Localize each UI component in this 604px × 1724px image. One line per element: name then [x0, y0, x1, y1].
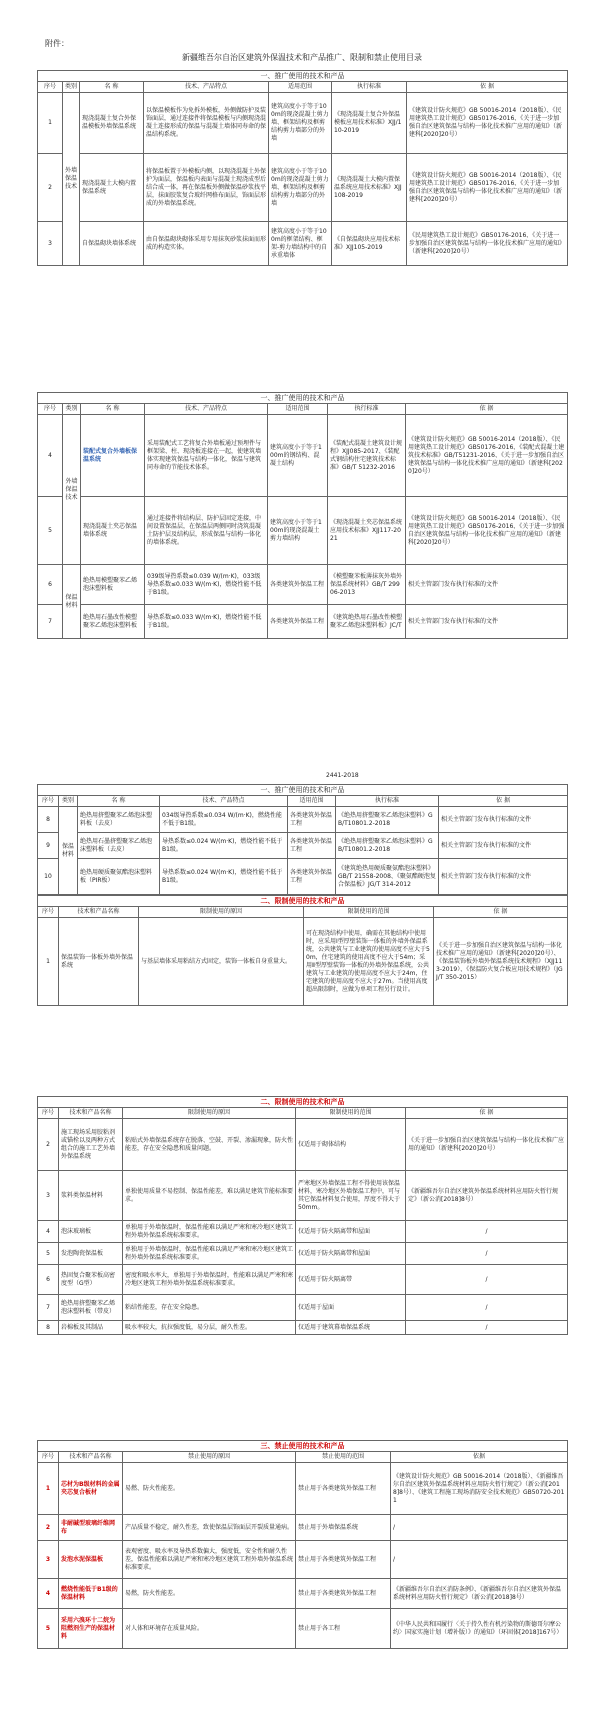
restrict-reason: 单独使用质量不易控制、保温性能差，难以满足建筑节能标准要求。: [123, 1171, 296, 1221]
forbid-reason: 易燃、防火性能差。: [123, 1463, 296, 1515]
product-name: 泡沫玻璃板: [59, 1221, 123, 1243]
basis: 相关主管部门发布执行标准的文件: [406, 605, 568, 639]
product-feature: 通过连接件将结构层、防护层固定连接，中间设置保温层，在保温层两侧同时浇筑混凝土防护层及结构层，形成保温与结构一体化的墙体系统。: [145, 497, 268, 565]
basis: 《关于进一步加强自治区建筑保温与结构一体化技术推广应用的通知》（新建科[2020]20号）、《保温装饰板外墙外保温系统技术规程》（XJJ113-2019）、《保温防火复合板应用技术规程》（JGJ/T 350-2015）: [434, 918, 568, 1006]
table-row: [38, 605, 568, 639]
product-name: 绝热用挤塑聚苯乙烯泡沫塑料板（去皮）: [78, 807, 160, 833]
row-number: 1: [38, 1463, 59, 1515]
promote-table-part2: [37, 392, 567, 639]
col-header: 序号: [38, 1452, 59, 1463]
col-header: 适用范围: [288, 796, 336, 807]
product-name: 发泡水泥保温板: [59, 1541, 123, 1579]
basis: 相关主管部门发布执行标准的文件: [439, 859, 568, 895]
table-row: [38, 1171, 568, 1221]
category-cell: 保温材料: [63, 565, 81, 639]
product-name: 保温装饰一体板外墙外保温系统: [59, 918, 139, 1006]
col-header: 依 据: [406, 1108, 568, 1119]
forbid-scope: 禁止用于各类建筑外保温工程: [296, 1463, 391, 1515]
col-header: 限制使用的原因: [123, 1108, 296, 1119]
product-name: 现浇混凝土大模内置保温系统: [80, 154, 144, 222]
row-number: 1: [38, 93, 63, 154]
section-title-promote: 一、推广使用的技术和产品: [38, 393, 568, 404]
scope: 各类建筑外保温工程: [288, 807, 336, 833]
col-header: 技术和产品名称: [59, 1452, 123, 1463]
scope: 建筑高度小于等于100m的现浇混凝土剪力墙结构: [268, 497, 328, 565]
restrict-scope: 仅适用于防火隔离带和屋面: [296, 1221, 406, 1243]
table-row: [38, 1221, 568, 1243]
restrict-reason: 吸水率较大，抗拉强度低，易分层，耐久性差。: [123, 1321, 296, 1335]
row-number: 5: [38, 497, 63, 565]
scope: 建筑高度小于等于100m的现浇混凝土剪力墙、框架结构及框剪结构剪力墙部分的外墙: [269, 93, 332, 154]
col-header: 技术、产品特点: [145, 404, 268, 415]
restrict-reason: 单独用于外墙保温时，保温性能难以满足严寒和寒冷地区建筑工程外墙外保温系统标准要求。: [123, 1243, 296, 1265]
standard: 《绝热用挤塑聚苯乙烯泡沫塑料》GB/T10801.2-2018: [336, 833, 439, 859]
product-name: 发泡陶瓷保温板: [59, 1243, 123, 1265]
basis: /: [406, 1265, 568, 1295]
row-number: 1: [38, 918, 59, 1006]
col-header: 依 据: [406, 404, 568, 415]
product-name: 绝热用挤塑聚苯乙烯泡沫塑料板（带皮）: [59, 1295, 123, 1321]
basis: /: [391, 1515, 568, 1541]
standard: 《现浇混凝土复合外保温模板应用技术标准》XJJ/110-2019: [332, 93, 407, 154]
col-header: 技术、产品特点: [160, 796, 288, 807]
table-row: [38, 859, 568, 895]
col-header: 依 据: [434, 907, 568, 918]
scope: 建筑高度小于等于100m的钢结构、混凝土结构: [268, 415, 328, 497]
col-header: 限制使用的原因: [139, 907, 304, 918]
col-header: 限制使用的范围: [296, 1108, 406, 1119]
product-feature: 导热系数≤0.024 W/(m·K)，燃烧性能不低于B1级。: [160, 859, 288, 895]
col-header: 技术和产品名称: [59, 907, 139, 918]
restrict-reason: 单独用于外墙保温时，保温性能难以满足严寒和寒冷地区建筑工程外墙外保温系统标准要求。: [123, 1221, 296, 1243]
restrict-table-part2: [37, 1096, 567, 1335]
row-number: 2: [38, 1119, 59, 1171]
standard: 《装配式混凝土建筑设计规程》XJJ085-2017、《装配式钢结构住宅建筑技术标准》GB/T 51232-2016: [328, 415, 406, 497]
table-row: [38, 93, 568, 154]
basis: 《建筑设计防火规范》GB 50016-2014（2018版）、《民用建筑热工设计规范》GB50176-2016、《关于进一步加强自治区建筑保温与结构一体化技术推广应用的通知》（新建科[2020]20号）: [406, 497, 568, 565]
row-number: 6: [38, 565, 63, 605]
product-name: 现浇混凝土复合外保温模板外墙保温系统: [80, 93, 144, 154]
col-header: 名 称: [81, 404, 145, 415]
product-name: 绝热用石墨挤塑聚苯乙烯泡沫塑料板（去皮）: [78, 833, 160, 859]
basis: /: [391, 1541, 568, 1579]
scope: 各类建筑外保温工程: [288, 833, 336, 859]
product-feature: 039级导热系数≤0.039 W/(m·K)，033级导热系数≤0.033 W/(m·K)，燃烧性能不低于B1级。: [145, 565, 268, 605]
col-header: 限制使用的范围: [304, 907, 434, 918]
standard: 《建筑绝热用石墨改性模塑聚苯乙烯泡沫塑料板》JC/T: [328, 605, 406, 639]
table-row: [38, 222, 568, 266]
restrict-reason: 与基层墙体采用粘结方式固定，装饰一体板自身重量大。: [139, 918, 304, 1006]
basis: 相关主管部门发布执行标准的文件: [439, 807, 568, 833]
col-header: 序号: [38, 907, 59, 918]
col-header: 序号: [38, 796, 59, 807]
standard: 《模塑聚苯板薄抹灰外墙外保温系统材料》GB/T 29906-2013: [328, 565, 406, 605]
forbid-table: [37, 1440, 567, 1649]
table-row: [38, 1579, 568, 1609]
col-header: 适用范围: [269, 82, 332, 93]
table-row: [38, 1265, 568, 1295]
row-number: 5: [38, 1609, 59, 1649]
header-row: [38, 907, 568, 918]
attachment-label: 附件：: [45, 39, 69, 48]
section-title-promote: 一、推广使用的技术和产品: [38, 785, 568, 796]
product-name: 燃烧性能低于B1级的保温材料: [59, 1579, 123, 1609]
product-name: 芯材为B级材料的金属夹芯复合板材: [59, 1463, 123, 1515]
basis: /: [406, 1243, 568, 1265]
section-title-restrict: 二、限制使用的技术和产品: [38, 1097, 568, 1108]
col-header: 适用范围: [268, 404, 328, 415]
standard: 《现浇混凝土夹芯保温系统应用技术标准》XJJ117-2021: [328, 497, 406, 565]
product-name: 自保温砌块墙体系统: [80, 222, 144, 266]
row-number: 8: [38, 807, 59, 833]
row-number: 4: [38, 1579, 59, 1609]
col-header: 依 据: [439, 796, 568, 807]
table-row: [38, 565, 568, 605]
restrict-scope: 严寒地区外墙保温工程不得使用该保温材料，寒冷地区外墙保温工程中，可与其它保温材料复合使用，厚度不得大于50mm。: [296, 1171, 406, 1221]
col-header: 执行标准: [336, 796, 439, 807]
col-header: 禁止使用的范围: [296, 1452, 391, 1463]
product-name: 非耐碱型玻璃纤维网布: [59, 1515, 123, 1541]
row-number: 6: [38, 1265, 59, 1295]
col-header: 依据: [391, 1452, 568, 1463]
row-number: 5: [38, 1243, 59, 1265]
row-number: 3: [38, 1541, 59, 1579]
table-row: [38, 1609, 568, 1649]
header-row: [38, 1108, 568, 1119]
row-number: 2: [38, 154, 63, 222]
row-number: 10: [38, 859, 59, 895]
standard: 《现浇混凝土大模内置保温系统应用技术标准》XJJ108-2019: [332, 154, 407, 222]
table-row: [38, 1463, 568, 1515]
forbid-scope: 禁止用于各类建筑外保温工程: [296, 1579, 391, 1609]
col-header: 依 据: [407, 82, 568, 93]
table-row: [38, 154, 568, 222]
row-number: 7: [38, 1295, 59, 1321]
table-row: [38, 497, 568, 565]
standard: 《自保温砌块应用技术标准》XJJ105-2019: [332, 222, 407, 266]
category-cell: 外墙保温技术: [63, 93, 80, 266]
basis: 相关主管部门发布执行标准的文件: [439, 833, 568, 859]
forbid-reason: 产品质量不稳定，耐久性差，致使保温层饰面层开裂质量通病。: [123, 1515, 296, 1541]
restrict-scope: 仅适用于屋面: [296, 1295, 406, 1321]
product-name: 岩棉板及其制品: [59, 1321, 123, 1335]
row-number: 8: [38, 1321, 59, 1335]
col-header: 类别: [63, 404, 81, 415]
forbid-scope: 禁止用于各类建筑外保温工程: [296, 1541, 391, 1579]
table-row: [38, 833, 568, 859]
table-row: [38, 918, 568, 1006]
continued-standard-fragment: 2441-2018: [326, 772, 359, 779]
col-header: 执行标准: [332, 82, 407, 93]
product-feature: 采用装配式工艺将复合外墙板通过预埋件与框架梁、柱、现浇板连接在一起，使建筑墙体实现建筑保温与结构一体化，保温与建筑同寿命的节能技术体系。: [145, 415, 268, 497]
col-header: 名 称: [80, 82, 144, 93]
basis: 相关主管部门发布执行标准的文件: [406, 565, 568, 605]
standard: 《绝热用挤塑聚苯乙烯泡沫塑料》GB/T10801.2-2018: [336, 807, 439, 833]
col-header: 技术和产品名称: [59, 1108, 123, 1119]
row-number: 2: [38, 1515, 59, 1541]
scope: 建筑高度小于等于100m的框架结构、框架-剪力墙结构中的自承重墙体: [269, 222, 332, 266]
category-cell: 外墙保温技术: [63, 415, 81, 565]
basis: /: [406, 1221, 568, 1243]
product-name: 现浇混凝土夹芯保温墙体系统: [81, 497, 145, 565]
scope: 建筑高度小于等于100m的现浇混凝土剪力墙、框架结构及框剪结构剪力墙部分的外墙: [269, 154, 332, 222]
col-header: 序号: [38, 1108, 59, 1119]
category-cell: 保温材料: [59, 807, 78, 895]
col-header: 执行标准: [328, 404, 406, 415]
forbid-scope: 禁止用于外墙保温系统: [296, 1515, 391, 1541]
table-row: [38, 807, 568, 833]
restrict-scope: 可在现浇结构中使用，确需在其他结构中使用时，应采用Ⅰ型厚壁装饰一体板的外墙外保温系统，公共建筑与工业建筑的使用高度不应大于50m，住宅建筑的使用高度不应大于54m；采用Ⅱ型厚壁装饰一体板的外墙外保温系统，公共建筑与工业建筑的使用高度不应大于24m，住宅建筑的使用高度不应大于27m。当使用高度超出限制时，应做为单项工程另行设计。: [304, 918, 434, 1006]
product-feature: 以保温模板作为免拆外模板，外侧做防护及装饰面层，通过连接件将保温模板与内侧现浇混凝土连接形成的保温与混凝土墙体同寿命的保温结构系统。: [144, 93, 269, 154]
table-row: [38, 1295, 568, 1321]
col-header: 类别: [63, 82, 80, 93]
row-number: 7: [38, 605, 63, 639]
basis: 《建筑设计防火规范》GB 50016-2014（2018版）、《民用建筑热工设计规范》GB50176-2016、《关于进一步加强自治区建筑保温与结构一体化技术推广应用的通知》（新建科[2020]20号）: [407, 154, 568, 222]
basis: 《新疆维吾尔自治区消防条例》、《新疆维吾尔自治区建筑外保温系统材料应用防火暂行规定》（新公消[2018]8号）: [391, 1579, 568, 1609]
product-name: 装配式复合外墙板保温系统: [81, 415, 145, 497]
product-feature: 导热系数≤0.024 W/(m·K)，燃烧性能不低于B1级。: [160, 833, 288, 859]
product-name: 绝热用硬质聚氨酯泡沫塑料板（PIR板）: [78, 859, 160, 895]
scope: 各类建筑外保温工程: [288, 859, 336, 895]
scope: 各类建筑外保温工程: [268, 565, 328, 605]
basis: 《新疆维吾尔自治区建筑外保温系统材料应用防火暂行规定》（新公消[2018]8号）: [406, 1171, 568, 1221]
col-header: 类别: [59, 796, 78, 807]
basis: 《建筑设计防火规范》GB 50016-2014（2018版）、《民用建筑热工设计规范》GB50176-2016、《关于进一步加强自治区建筑保温与结构一体化技术推广应用的通知》（新建科[2020]20号）: [407, 93, 568, 154]
forbid-scope: 禁止用于各工程: [296, 1609, 391, 1649]
col-header: 禁止使用的原因: [123, 1452, 296, 1463]
promote-table-part1: [37, 70, 567, 266]
table-row: [38, 1119, 568, 1171]
col-header: 名 称: [78, 796, 160, 807]
basis: 《建筑设计防火规范》GB 50016-2014（2018版）、《民用建筑热工设计规范》GB50176-2016、《装配式混凝土建筑技术标准》GB/T51231-2016、《关于进一步加强自治区建筑保温与结构一体化技术推广应用的通知》（新建科[2020]20号）: [406, 415, 568, 497]
forbid-reason: 表观密度、吸水率及导热系数偏大，强度低，安全性和耐久性差，保温性能难以满足严寒和寒冷地区建筑工程外墙外保温系统标准要求。: [123, 1541, 296, 1579]
product-name: 浆料类保温材料: [59, 1171, 123, 1221]
product-name: 施工现场采用胶粘剂或锚栓以及两种方式组合的施工工艺外墙外保温系统: [59, 1119, 123, 1171]
promote-table-part3: [37, 784, 567, 1006]
row-number: 3: [38, 222, 63, 266]
section-title-promote: 一、推广使用的技术和产品: [38, 71, 568, 82]
basis: 《关于进一步加强自治区建筑保温与结构一体化技术推广应用的通知》（新建科[2020]20号）: [406, 1119, 568, 1171]
product-name: 采用六溴环十二烷为阻燃剂生产的保温材料: [59, 1609, 123, 1649]
col-header: 序号: [38, 82, 63, 93]
restrict-reason: 粘贴式外墙保温系统存在脱落、空鼓、开裂、渗漏现象，防火性能差，存在安全隐患和质量问题。: [123, 1119, 296, 1171]
basis: /: [406, 1295, 568, 1321]
header-row: [38, 1452, 568, 1463]
basis: /: [406, 1321, 568, 1335]
restrict-scope: 仅适用于防火隔离带: [296, 1265, 406, 1295]
document-title: 新疆维吾尔自治区建筑外保温技术和产品推广、限制和禁止使用目录: [182, 53, 422, 62]
product-feature: 导热系数≤0.033 W/(m·K)，燃烧性能不低于B1级。: [145, 605, 268, 639]
table-row: [38, 1243, 568, 1265]
section-title-forbid: 三、禁止使用的技术和产品: [38, 1441, 568, 1452]
product-feature: 034级导热系数≤0.034 W/(m·K)，燃烧性能不低于B1级。: [160, 807, 288, 833]
header-row: [38, 796, 568, 807]
row-number: 9: [38, 833, 59, 859]
row-number: 3: [38, 1171, 59, 1221]
scope: 各类建筑外保温工程: [268, 605, 328, 639]
product-name: 绝热用石墨改性模塑聚苯乙烯泡沫塑料板: [81, 605, 145, 639]
forbid-reason: 对人体和环境存在质量风险。: [123, 1609, 296, 1649]
row-number: 4: [38, 1221, 59, 1243]
col-header: 技术、产品特点: [144, 82, 269, 93]
forbid-reason: 易燃，防火性能差。: [123, 1579, 296, 1609]
product-name: 热固复合聚苯板高密度型（G型）: [59, 1265, 123, 1295]
restrict-scope: 仅适用于建筑幕墙保温系统: [296, 1321, 406, 1335]
row-number: 4: [38, 415, 63, 497]
restrict-scope: 仅适用于防火隔离带和屋面: [296, 1243, 406, 1265]
product-name: 绝热用模塑聚苯乙烯泡沫塑料板: [81, 565, 145, 605]
header-row: [38, 404, 568, 415]
basis: 《民用建筑热工设计规范》GB50176-2016、《关于进一步加强自治区建筑保温与结构一体化技术推广应用的通知》（新建科[2020]20号）: [407, 222, 568, 266]
product-feature: 由自保温砌块砌体采用专用抹灰砂浆抹面而形成的构造实体。: [144, 222, 269, 266]
product-feature: 将保温板置于外模板内侧，以现浇混凝土外保护为面层，保温板内表面与混凝土现浇成型后结合成一体，再在保温板外侧做保温砂浆找平层，抹面胶浆复合玻纤网格布面层，饰面层形成的外墙保温系统。: [144, 154, 269, 222]
table-row: [38, 1541, 568, 1579]
table-row: [38, 415, 568, 497]
basis: 《建筑设计防火规范》GB 50016-2014（2018版）、《新疆维吾尔自治区建筑外保温系统材料应用防火暂行规定》（新公消[2018]8号）、《建筑工程施工现场消防安全技术规范》GB50720-2011: [391, 1463, 568, 1515]
table-row: [38, 1515, 568, 1541]
basis: 《中华人民共和国履行〈关于持久性有机污染物的斯德哥尔摩公约〉国家实施计划（增补版）》的通知》（环固体[2018]167号）: [391, 1609, 568, 1649]
standard: 《建筑绝热用硬质聚氨酯泡沫塑料》GB/T 21558-2008、《聚氨酯硬泡复合保温板》JG/T 314-2012: [336, 859, 439, 895]
col-header: 序号: [38, 404, 63, 415]
restrict-reason: 密度和吸水率大，单独用于外墙保温时，性能难以满足严寒和寒冷地区建筑工程外墙外保温系统标准要求。: [123, 1265, 296, 1295]
restrict-scope: 仅适用于砌体结构: [296, 1119, 406, 1171]
table-row: [38, 1321, 568, 1335]
restrict-reason: 粘结性能差，存在安全隐患。: [123, 1295, 296, 1321]
section-title-restrict: 二、限制使用的技术和产品: [38, 896, 568, 907]
header-row: [38, 82, 568, 93]
